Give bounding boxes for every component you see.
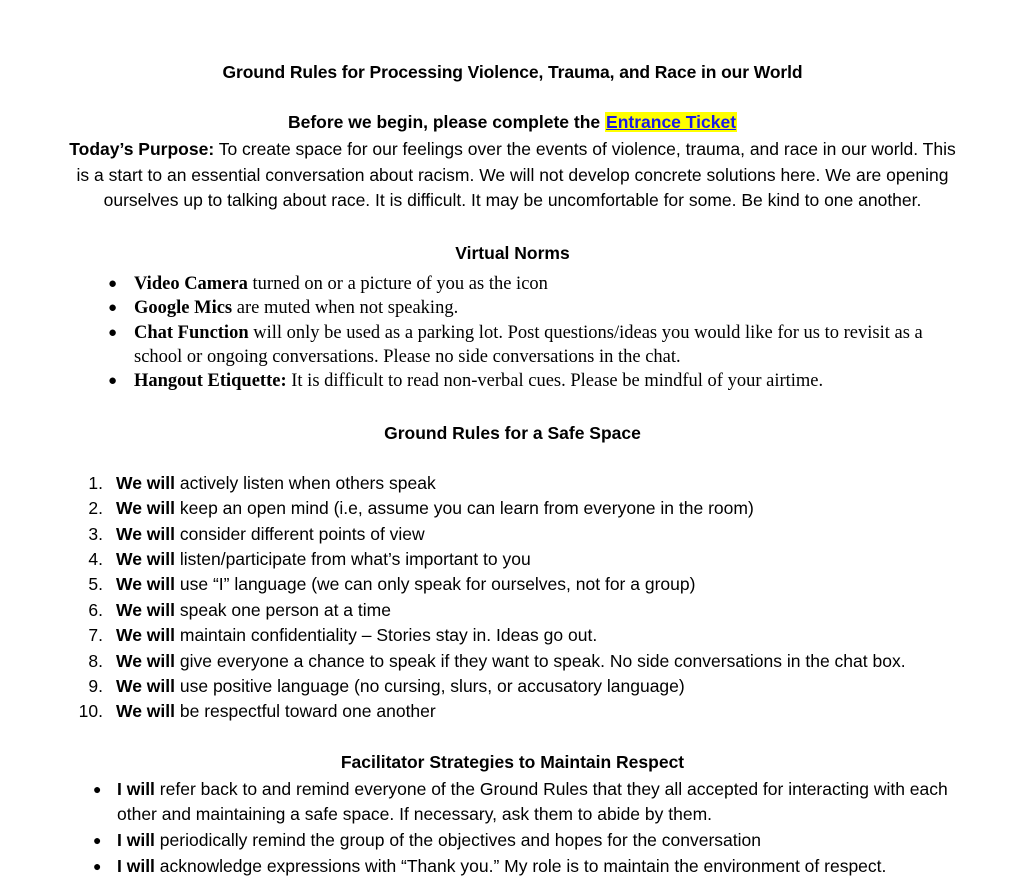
list-item: [62, 522, 963, 547]
ground-rules-list: [62, 446, 963, 725]
list-item-number: 3.: [88, 523, 103, 544]
list-item: [62, 572, 963, 597]
bullet-icon: ●: [108, 373, 118, 390]
list-item-text: listen/participate from what’s important to you: [175, 549, 531, 569]
list-item: [62, 674, 963, 699]
list-item: [62, 547, 963, 572]
facilitator-strategies-list: [62, 775, 963, 879]
bullet-icon: ●: [108, 275, 118, 292]
list-item-lead: We will: [116, 472, 175, 493]
list-item-text: refer back to and remind everyone of the Ground Rules that they all accepted for interacting with each other and maintaining a safe space. If necessary, ask them to abide by them.: [117, 778, 948, 825]
list-item: [62, 496, 963, 521]
list-item-number: 9.: [88, 676, 103, 697]
list-item-number: 2.: [88, 498, 103, 519]
document-content: [62, 0, 963, 879]
list-item-text: It is difficult to read non-verbal cues. Please be mindful of your airtime.: [286, 371, 824, 392]
list-item-number: 10.: [78, 701, 103, 722]
list-item-text: use “I” language (we can only speak for ourselves, not for a group): [175, 574, 696, 595]
list-item-lead: We will: [116, 549, 175, 569]
list-item-text: acknowledge expressions with “Thank you.” My role is to maintain the environment of respect.: [154, 855, 887, 876]
bullet-icon: ●: [93, 780, 102, 797]
section-heading-ground-rules: Ground Rules for a Safe Space: [384, 422, 641, 443]
list-item-lead: We will: [116, 523, 175, 544]
list-item-number: 1.: [88, 472, 103, 493]
list-item: [62, 623, 963, 648]
list-item-lead: Video Camera: [134, 273, 248, 294]
list-item-lead: We will: [116, 574, 175, 595]
list-item-lead: We will: [116, 498, 175, 519]
list-item-lead: I will: [117, 855, 155, 876]
list-item-text: keep an open mind (i.e, assume you can learn from everyone in the room): [175, 498, 754, 519]
todays-purpose-paragraph: [62, 135, 963, 214]
list-item-text: actively listen when others speak: [175, 472, 436, 493]
entrance-ticket-link[interactable]: Entrance Ticket: [606, 112, 737, 132]
todays-purpose-label: Today’s Purpose:: [69, 139, 215, 159]
list-item-text: periodically remind the group of the objectives and hopes for the conversation: [154, 830, 761, 851]
list-item-number: 8.: [88, 650, 103, 671]
list-item-lead: We will: [116, 676, 175, 697]
list-item: [62, 699, 963, 724]
list-item-lead: We will: [116, 701, 175, 722]
section-heading-facilitator-strategies: Facilitator Strategies to Maintain Respect: [340, 751, 685, 772]
before-we-begin-prefix: Before we begin, please complete the: [287, 112, 606, 132]
list-item: [62, 272, 963, 296]
list-item-lead: I will: [117, 830, 155, 851]
list-item-text: use positive language (no cursing, slurs, or accusatory language): [175, 676, 685, 697]
bullet-icon: ●: [108, 324, 118, 341]
list-item: [62, 828, 963, 854]
list-item-text: be respectful toward one another: [175, 701, 436, 722]
list-item-text: are muted when not speaking.: [232, 298, 459, 319]
list-item-text: speak one person at a time: [175, 599, 391, 620]
list-item-lead: I will: [117, 778, 155, 799]
list-item-number: 4.: [88, 549, 103, 569]
list-item-number: 7.: [88, 625, 103, 646]
list-item-lead: Chat Function: [134, 322, 249, 343]
list-item: [62, 296, 963, 320]
list-item: [62, 321, 963, 369]
list-item-text: will only be used as a parking lot. Post questions/ideas you would like for us to revisit as a school or ongoing conversations. Please no side conversations in the chat.: [134, 322, 923, 367]
bullet-icon: ●: [108, 300, 118, 317]
bullet-icon: ●: [93, 857, 102, 874]
list-item: [62, 777, 963, 828]
list-item-number: 6.: [88, 599, 103, 620]
before-we-begin-line: [62, 85, 963, 135]
page-title: Ground Rules for Processing Violence, Trauma, and Race in our World: [222, 62, 803, 82]
section-heading-virtual-norms: Virtual Norms: [455, 242, 570, 263]
list-item-lead: We will: [116, 625, 175, 646]
list-item-text: maintain confidentiality – Stories stay in. Ideas go out.: [175, 625, 598, 646]
bullet-icon: ●: [93, 832, 102, 849]
list-item-lead: We will: [116, 650, 175, 671]
list-item-text: turned on or a picture of you as the icon: [247, 273, 548, 294]
virtual-norms-list: [62, 266, 963, 394]
list-item-text: give everyone a chance to speak if they want to speak. No side conversations in the chat box.: [175, 650, 906, 671]
list-item: [62, 598, 963, 623]
todays-purpose-text: To create space for our feelings over the events of violence, trauma, and race in our world. This is a start to an essential conversation about racism. We will not develop concrete solutions here. We are opening ourselves up to talking about race. It is difficult. It may be uncomfortable for some. Be kind to one another.: [76, 139, 956, 211]
list-item: [62, 471, 963, 496]
list-item-lead: Google Mics: [134, 298, 233, 319]
list-item-number: 5.: [88, 574, 103, 595]
list-item-text: consider different points of view: [175, 523, 425, 544]
list-item: [62, 649, 963, 674]
list-item: [62, 854, 963, 880]
list-item-lead: We will: [116, 599, 175, 620]
list-item: [62, 369, 963, 393]
list-item-lead: Hangout Etiquette:: [134, 371, 287, 392]
